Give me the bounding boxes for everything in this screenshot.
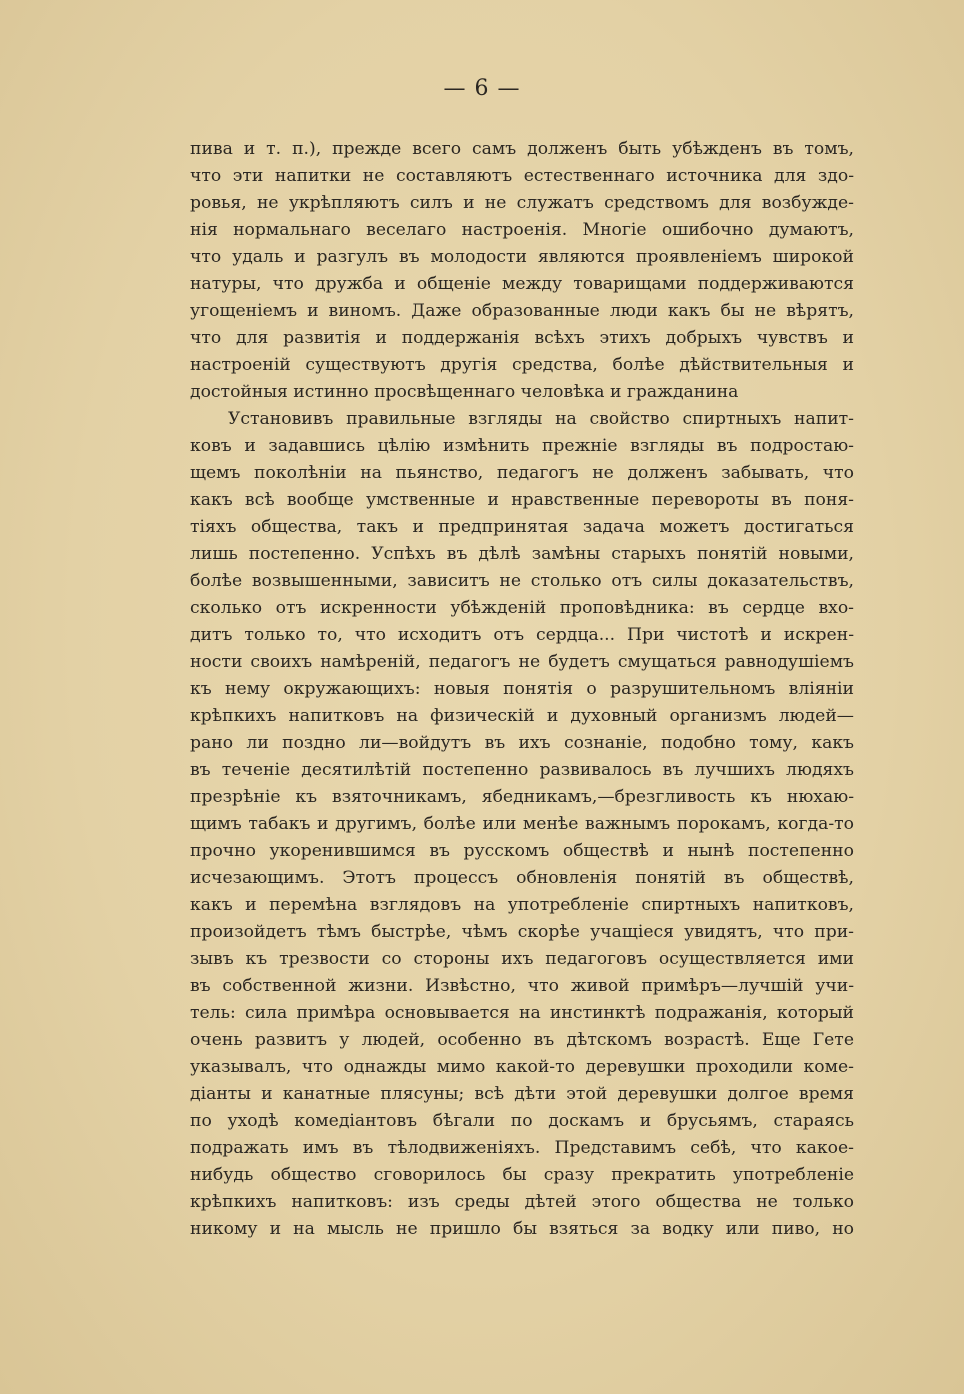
- text-line: щемъ поколѣніи на пьянство, педагогъ не долженъ забывать, что: [190, 463, 854, 483]
- text-line: что для развитія и поддержанія всѣхъ этихъ добрыхъ чувствъ и: [190, 328, 854, 348]
- text-line: очень развитъ у людей, особенно въ дѣтскомъ возрастѣ. Еще Гете: [190, 1030, 854, 1050]
- page-number: — 6 —: [443, 76, 521, 101]
- text-line: по уходѣ комедіантовъ бѣгали по доскамъ и брусьямъ, стараясь: [190, 1111, 854, 1131]
- text-line: натуры, что дружба и общеніе между товарищами поддерживаются: [190, 274, 854, 294]
- text-line: настроеній существуютъ другія средства, болѣе дѣйствительныя и: [190, 355, 854, 375]
- text-line: указывалъ, что однажды мимо какой-то деревушки проходили коме-: [190, 1057, 854, 1077]
- text-line: зывъ къ трезвости со стороны ихъ педагоговъ осуществляется ими: [190, 949, 854, 969]
- text-line: крѣпкихъ напитковъ на физическій и духовный организмъ людей—: [190, 706, 854, 726]
- text-line: угощеніемъ и виномъ. Даже образованные люди какъ бы не вѣрятъ,: [190, 301, 854, 321]
- text-line: никому и на мысль не пришло бы взяться за водку или пиво, но: [190, 1219, 854, 1239]
- text-line: лишь постепенно. Успѣхъ въ дѣлѣ замѣны старыхъ понятій новыми,: [190, 544, 854, 564]
- text-line: исчезающимъ. Этотъ процессъ обновленія понятій въ обществѣ,: [190, 868, 854, 888]
- text-line: что удаль и разгулъ въ молодости являются проявленіемъ широкой: [190, 247, 854, 267]
- text-line: щимъ табакъ и другимъ, болѣе или менѣе важнымъ порокамъ, когда-то: [190, 814, 854, 834]
- text-line: къ нему окружающихъ: новыя понятія о разрушительномъ вліяніи: [190, 679, 854, 699]
- paragraph-start-line: Установивъ правильные взгляды на свойство спиртныхъ напит-: [228, 409, 854, 429]
- text-line: болѣе возвышенными, зависитъ не столько отъ силы доказательствъ,: [190, 571, 854, 591]
- text-line: презрѣніе къ взяточникамъ, ябедникамъ,—брезгливость къ нюхаю-: [190, 787, 854, 807]
- text-line: прочно укоренившимся въ русскомъ обществѣ и нынѣ постепенно: [190, 841, 854, 861]
- text-line: сколько отъ искренности убѣжденій проповѣдника: въ сердце вхо-: [190, 598, 854, 618]
- text-line: рано ли поздно ли—войдутъ въ ихъ сознаніе, подобно тому, какъ: [190, 733, 854, 753]
- text-line: какъ и перемѣна взглядовъ на употребленіе спиртныхъ напитковъ,: [190, 895, 854, 915]
- text-line: что эти напитки не составляютъ естественнаго источника для здо-: [190, 166, 854, 186]
- text-line: діанты и канатные плясуны; всѣ дѣти этой деревушки долгое время: [190, 1084, 854, 1104]
- text-line: подражать имъ въ тѣлодвиженіяхъ. Представимъ себѣ, что какое-: [190, 1138, 854, 1158]
- text-line: достойныя истинно просвѣщеннаго человѣка и гражданина: [190, 382, 739, 402]
- text-line: произойдетъ тѣмъ быстрѣе, чѣмъ скорѣе учащіеся увидятъ, что при-: [190, 922, 854, 942]
- text-line: ности своихъ намѣреній, педагогъ не будетъ смущаться равнодушіемъ: [190, 652, 854, 672]
- text-line: крѣпкихъ напитковъ: изъ среды дѣтей этого общества не только: [190, 1192, 854, 1212]
- text-line: тіяхъ общества, такъ и предпринятая задача можетъ достигаться: [190, 517, 854, 537]
- text-line: тель: сила примѣра основывается на инстинктѣ подражанія, который: [190, 1003, 854, 1023]
- text-line: нія нормальнаго веселаго настроенія. Многіе ошибочно думаютъ,: [190, 220, 854, 240]
- text-line: ровья, не укрѣпляютъ силъ и не служатъ средствомъ для возбужде-: [190, 193, 854, 213]
- body-text: [190, 136, 854, 1243]
- text-line: дитъ только то, что исходитъ отъ сердца... При чистотѣ и искрен-: [190, 625, 854, 645]
- text-line: ковъ и задавшись цѣлію измѣнить прежніе взгляды въ подростаю-: [190, 436, 854, 456]
- text-line: въ теченіе десятилѣтій постепенно развивалось въ лучшихъ людяхъ: [190, 760, 854, 780]
- text-line: пива и т. п.), прежде всего самъ долженъ быть убѣжденъ въ томъ,: [190, 139, 854, 159]
- text-line: нибудь общество сговорилось бы сразу прекратить употребленіе: [190, 1165, 854, 1185]
- text-line: какъ всѣ вообще умственные и нравственные перевороты въ поня-: [190, 490, 854, 510]
- text-line: въ собственной жизни. Извѣстно, что живой примѣръ—лучшій учи-: [190, 976, 854, 996]
